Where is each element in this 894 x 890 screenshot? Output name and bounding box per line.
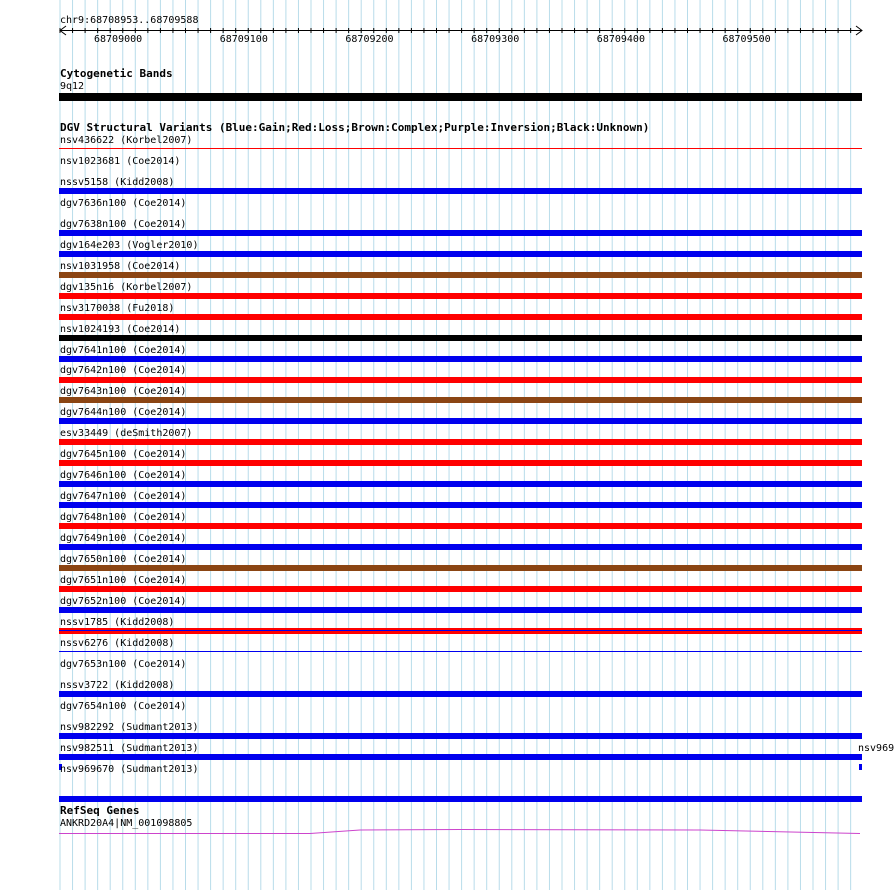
dgv-variant-label: nssv1785 (Kidd2008) [60, 616, 175, 628]
dgv-variant-bar[interactable] [59, 630, 862, 631]
dgv-variant-bar[interactable] [59, 796, 862, 802]
dgv-variant-bar[interactable] [59, 188, 862, 194]
dgv-variant-label: nsv982292 (Sudmant2013) [60, 721, 199, 733]
dgv-variant-label: nsv1031958 (Coe2014) [60, 260, 181, 272]
dgv-variant-bar[interactable] [59, 691, 862, 697]
dgv-variant-bar[interactable] [59, 628, 862, 634]
ruler-label: 68709400 [596, 34, 645, 45]
ruler-label: 68709500 [722, 34, 771, 45]
dgv-variant-label: dgv7646n100 (Coe2014) [60, 470, 187, 482]
dgv-variant-label: dgv135n16 (Korbel2007) [60, 281, 193, 293]
track-title-refseq: RefSeq Genes [60, 804, 140, 817]
dgv-variant-label: dgv7652n100 (Coe2014) [60, 595, 187, 607]
dgv-variant-label: dgv7649n100 (Coe2014) [60, 533, 187, 545]
refseq-gene-feature[interactable] [0, 826, 890, 846]
dgv-variant-label: dgv7642n100 (Coe2014) [60, 365, 187, 377]
dgv-variant-label: dgv7645n100 (Coe2014) [60, 449, 187, 461]
dgv-variant-bar[interactable] [59, 314, 862, 320]
dgv-variant-label: nsv1023681 (Coe2014) [60, 155, 181, 167]
coordinate-ruler[interactable] [0, 0, 890, 60]
dgv-variant-label: nsv3170038 (Fu2018) [60, 302, 175, 314]
dgv-variant-label: esv33449 (deSmith2007) [60, 428, 193, 440]
dgv-variant-label: nssv3722 (Kidd2008) [60, 679, 175, 691]
dgv-variant-label: nssv6276 (Kidd2008) [60, 637, 175, 649]
dgv-variant-bar[interactable] [59, 190, 862, 191]
refseq-gene-line[interactable] [59, 830, 860, 834]
dgv-variant-bar[interactable] [59, 693, 862, 694]
dgv-variant-label: dgv7638n100 (Coe2014) [60, 218, 187, 230]
dgv-variant-label: dgv7643n100 (Coe2014) [60, 386, 187, 398]
dgv-variant-label: nsv436622 (Korbel2007) [60, 135, 193, 146]
track-title-cytogenetic-bands: Cytogenetic Bands [60, 67, 173, 80]
feature-label-cytoband: 9q12 [60, 81, 85, 92]
dgv-variant-label: dgv7651n100 (Coe2014) [60, 574, 187, 586]
ruler-label: 68709300 [471, 34, 520, 45]
feature-label-refseq-gene: ANKRD20A4|NM_001098805 [60, 818, 193, 829]
ruler-label: 68709000 [94, 34, 143, 45]
ruler-label: 68709200 [345, 34, 394, 45]
dgv-variant-label: dgv7647n100 (Coe2014) [60, 491, 187, 503]
track-title-dgv: DGV Structural Variants (Blue:Gain;Red:Loss;Brown:Complex;Purple:Inversion;Black:Unknown) [60, 121, 650, 134]
dgv-variant-label: dgv7641n100 (Coe2014) [60, 344, 187, 356]
dgv-variant-label: dgv7648n100 (Coe2014) [60, 512, 187, 524]
dgv-variant-label: nsv1024193 (Coe2014) [60, 323, 181, 335]
dgv-variant-label: dgv7650n100 (Coe2014) [60, 554, 187, 565]
ruler-label: 68709100 [219, 34, 268, 45]
cytoband-bar[interactable] [59, 93, 862, 101]
dgv-variant-label: dgv7636n100 (Coe2014) [60, 197, 187, 209]
location-label: chr9:68708953..68709588 [60, 15, 199, 26]
dgv-variant-label: nsv969670 (Sudmant2013) [60, 763, 199, 775]
dgv-variant-label: nsv982511 (Sudmant2013) [60, 742, 199, 754]
dgv-variant-label: nssv5158 (Kidd2008) [60, 176, 175, 188]
dgv-variant-bar[interactable] [59, 148, 862, 149]
dgv-variant-label: dgv7654n100 (Coe2014) [60, 700, 187, 712]
dgv-variant-label: dgv7653n100 (Coe2014) [60, 658, 187, 670]
dgv-variant-label: dgv7644n100 (Coe2014) [60, 407, 187, 419]
dgv-variant-bar[interactable] [59, 651, 862, 652]
dgv-variant-bar[interactable] [859, 764, 862, 770]
dgv-overflow-label: nsv969 [858, 742, 894, 754]
dgv-variant-label: dgv164e203 (Vogler2010) [60, 239, 199, 251]
